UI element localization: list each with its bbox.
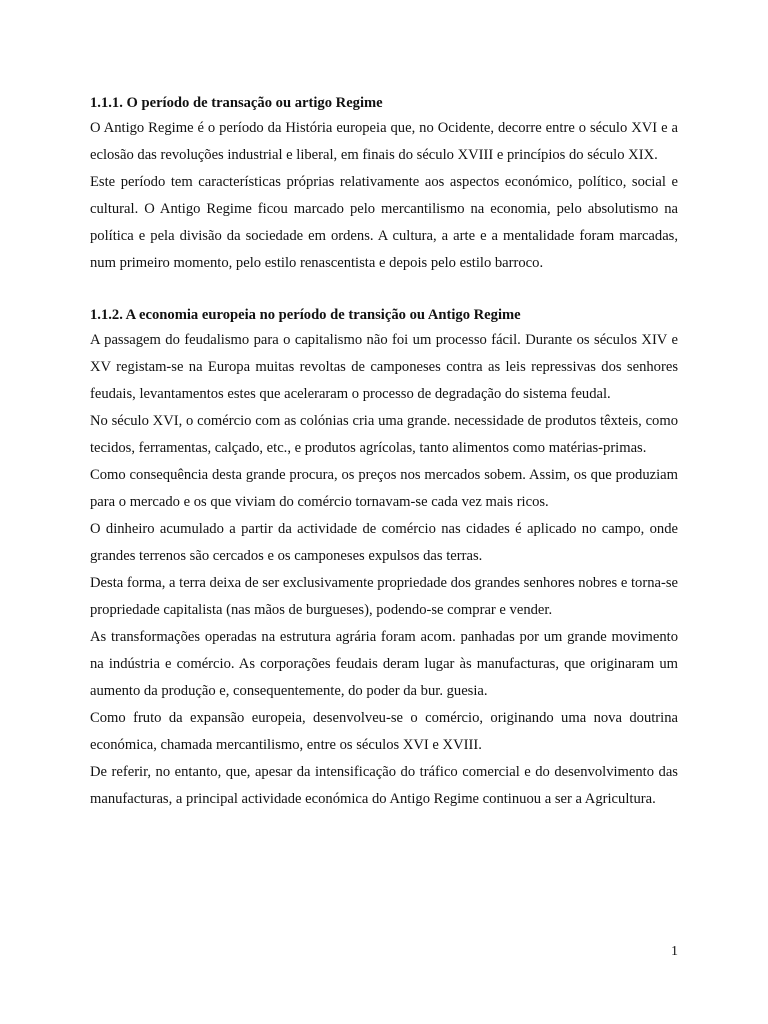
paragraph: Desta forma, a terra deixa de ser exclusivamente propriedade dos grandes senhores nobres e torna-se propriedade capitalista (nas mãos de burgueses), podendo-se comprar e vender. — [90, 575, 678, 618]
paragraph: Este período tem características próprias relativamente aos aspectos económico, político, social e cultural. O Antigo Regime ficou marcado pelo mercantilismo na economia, pelo absolutismo na política e pela divisão da sociedade em ordens. A cultura, a arte e a mentalidade foram marcadas, num primeiro momento, pelo estilo renascentista e depois pelo estilo barroco. — [90, 174, 678, 271]
paragraph: As transformações operadas na estrutura agrária foram acom. panhadas por um grande movimento na indústria e comércio. As corporações feudais deram lugar às manufacturas, que originaram um aumento da produção e, consequentemente, do poder da bur. guesia. — [90, 629, 678, 699]
paragraph: Como fruto da expansão europeia, desenvolveu-se o comércio, originando uma nova doutrina económica, chamada mercantilismo, entre os séculos XVI e XVIII. — [90, 710, 678, 753]
paragraph: A passagem do feudalismo para o capitalismo não foi um processo fácil. Durante os séculos XIV e XV registam-se na Europa muitas revoltas de camponeses contra as leis repressivas dos senhores feudais, levantamentos estes que aceleraram o processo de degradação do sistema feudal. — [90, 332, 678, 402]
paragraph: O dinheiro acumulado a partir da actividade de comércio nas cidades é aplicado no campo, onde grandes terrenos são cercados e os camponeses expulsos das terras. — [90, 521, 678, 564]
document-page — [90, 92, 678, 813]
section-economia-europeia — [90, 304, 678, 813]
section-antigo-regime — [90, 92, 678, 277]
section-spacer — [90, 277, 678, 304]
paragraph: No século XVI, o comércio com as colónias cria uma grande. necessidade de produtos têxteis, como tecidos, ferramentas, calçado, etc., e produtos agrícolas, tanto alimentos como matérias-primas. — [90, 413, 678, 456]
section-heading: 1.1.1. O período de transação ou artigo Regime — [90, 95, 383, 111]
paragraph: O Antigo Regime é o período da História europeia que, no Ocidente, decorre entre o século XVI e a eclosão das revoluções industrial e liberal, em finais do século XVIII e princípios do século XIX. — [90, 120, 678, 163]
page-number: 1 — [671, 944, 678, 959]
paragraph: Como consequência desta grande procura, os preços nos mercados sobem. Assim, os que produziam para o mercado e os que viviam do comércio tornavam-se cada vez mais ricos. — [90, 467, 678, 510]
paragraph: De referir, no entanto, que, apesar da intensificação do tráfico comercial e do desenvolvimento das manufacturas, a principal actividade económica do Antigo Regime continuou a ser a Agricultura. — [90, 764, 678, 807]
section-heading: 1.1.2. A economia europeia no período de transição ou Antigo Regime — [90, 307, 521, 323]
